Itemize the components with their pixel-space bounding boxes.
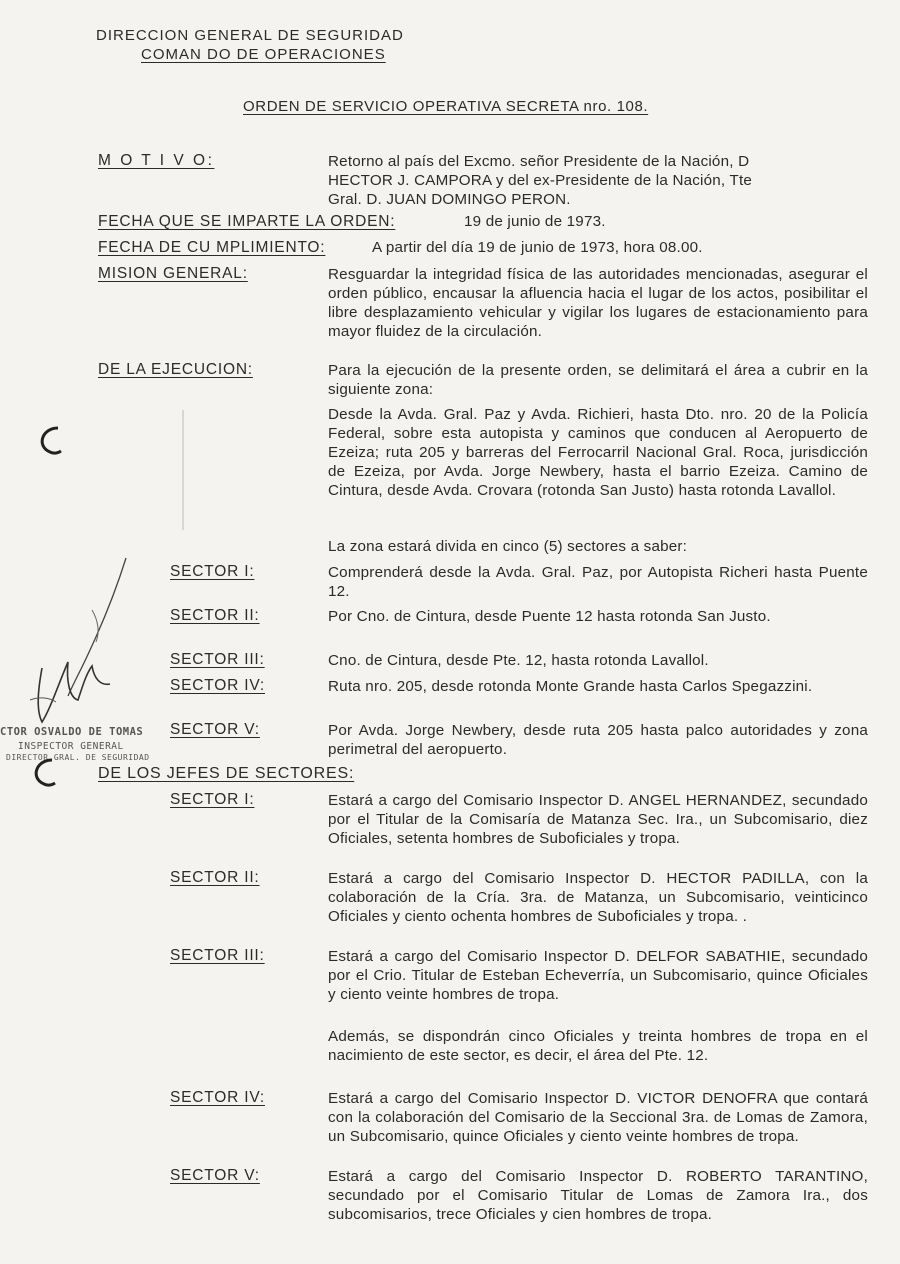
fecha-orden-label: FECHA QUE SE IMPARTE LA ORDEN: bbox=[98, 213, 396, 230]
sector-text: Ruta nro. 205, desde rotonda Monte Grande hasta Carlos Spegazzini. bbox=[328, 678, 813, 695]
jefe-sector-text: Estará a cargo del Comisario Inspector D. ANGEL HERNANDEZ, secundado por el Titular de la Comisaría de Matanza Sec. Ira., un Subcomisario, diez Oficiales, setenta hombres de Suboficiales y tropa. bbox=[328, 792, 868, 847]
jefe-sector-label: SECTOR II: bbox=[170, 869, 260, 886]
ejecucion-p3: La zona estará divida en cinco (5) sectores a saber: bbox=[328, 538, 688, 555]
sector-text: Comprenderá desde la Avda. Gral. Paz, por Autopista Richeri hasta Puente 12. bbox=[328, 564, 868, 600]
fecha-cumplimiento-label: FECHA DE CU MPLIMIENTO: bbox=[98, 239, 326, 256]
jefe-sector-text: Estará a cargo del Comisario Inspector D. HECTOR PADILLA, con la colaboración de la Cría. 3ra. de Matanza, un Subcomisario, veinticinco Oficiales y ciento ochenta hombres de Suboficiales y tropa. . bbox=[328, 870, 868, 925]
sector-text: Por Cno. de Cintura, desde Puente 12 hasta rotonda San Justo. bbox=[328, 608, 771, 625]
margin-stroke bbox=[180, 410, 186, 530]
signature-mark bbox=[20, 550, 140, 730]
jefe-sector-text: Estará a cargo del Comisario Inspector D. ROBERTO TARANTINO, secundado por el Comisario Titular de Lomas de Zamora Ira., dos subcomisarios, trece Oficiales y cien hombres de tropa. bbox=[328, 1168, 868, 1223]
binder-hole-mark bbox=[28, 420, 68, 460]
sector-text: Cno. de Cintura, desde Pte. 12, hasta rotonda Lavallol. bbox=[328, 652, 709, 669]
motivo-label: M O T I V O: bbox=[98, 152, 215, 169]
sector-label: SECTOR I: bbox=[170, 563, 255, 580]
fecha-cumplimiento-value: A partir del día 19 de junio de 1973, hora 08.00. bbox=[372, 239, 703, 256]
sector-label: SECTOR II: bbox=[170, 607, 260, 624]
stamp-title: INSPECTOR GENERAL bbox=[18, 741, 124, 752]
mision-label: MISION GENERAL: bbox=[98, 265, 248, 282]
sector-label: SECTOR III: bbox=[170, 651, 265, 668]
jefe-sector-label: SECTOR IV: bbox=[170, 1089, 265, 1106]
motivo-text: Retorno al país del Excmo. señor Presidente de la Nación, D HECTOR J. CAMPORA y del ex-Presidente de la Nación, Tte Gral. D. JUAN DOMINGO PERON. bbox=[328, 153, 753, 208]
stamp-name: CTOR OSVALDO DE TOMAS bbox=[0, 726, 144, 738]
ejecucion-p2: Desde la Avda. Gral. Paz y Avda. Richieri, hasta Dto. nro. 20 de la Policía Federal, sobre esta autopista y caminos que conducen al Aeropuerto de Ezeiza; ruta 205 y barreras del Ferrocarril Nacional Gral. Roca, jurisdicción de Ezeiza, por Avda. Jorge Newbery, hasta el barrio Ezeiza. Camino de Cintura, desde Avda. Crovara (rotonda San Justo) hasta rotonda Lavallol. bbox=[328, 406, 868, 499]
fecha-orden-value: 19 de junio de 1973. bbox=[464, 213, 606, 230]
jefe-sector-label: SECTOR V: bbox=[170, 1167, 260, 1184]
jefe-sector-extra: Además, se dispondrán cinco Oficiales y treinta hombres de tropa en el nacimiento de este sector, es decir, el área del Pte. 12. bbox=[328, 1028, 868, 1064]
sector-label: SECTOR V: bbox=[170, 721, 260, 738]
jefe-sector-label: SECTOR III: bbox=[170, 947, 265, 964]
sector-label: SECTOR IV: bbox=[170, 677, 265, 694]
jefes-label: DE LOS JEFES DE SECTORES: bbox=[98, 765, 355, 782]
header-line1: DIRECCION GENERAL DE SEGURIDAD bbox=[96, 27, 404, 44]
ejecucion-label: DE LA EJECUCION: bbox=[98, 361, 253, 378]
ejecucion-p1: Para la ejecución de la presente orden, se delimitará el área a cubrir en la siguiente zona: bbox=[328, 362, 868, 398]
document-title: ORDEN DE SERVICIO OPERATIVA SECRETA nro. 108. bbox=[243, 98, 649, 115]
jefe-sector-label: SECTOR I: bbox=[170, 791, 255, 808]
jefe-sector-text: Estará a cargo del Comisario Inspector D. DELFOR SABATHIE, secundado por el Crio. Titular de Esteban Echeverría, un Subcomisario, quince Oficiales y ciento veinte hombres de tropa. bbox=[328, 948, 868, 1003]
mision-text: Resguardar la integridad física de las autoridades mencionadas, asegurar el orden público, encausar la afluencia hacia el lugar de los actos, posibilitar el libre desplazamiento vehicular y vigilar los lugares de estacionamiento para mayor fluidez de la circulación. bbox=[328, 266, 868, 340]
jefe-sector-text: Estará a cargo del Comisario Inspector D. VICTOR DENOFRA que contará con la colaboración del Comisario de la Seccional 3ra. de Lomas de Zamora, un Subcomisario, quince Oficiales y ciento veinte hombres de tropa. bbox=[328, 1090, 868, 1145]
sector-text: Por Avda. Jorge Newbery, desde ruta 205 hasta palco autoridades y zona perimetral del aeropuerto. bbox=[328, 722, 868, 758]
stamp-subtitle: DIRECTOR GRAL. DE SEGURIDAD bbox=[6, 753, 150, 762]
header-line2: COMAN DO DE OPERACIONES bbox=[141, 46, 386, 63]
binder-hole-mark bbox=[22, 752, 62, 792]
